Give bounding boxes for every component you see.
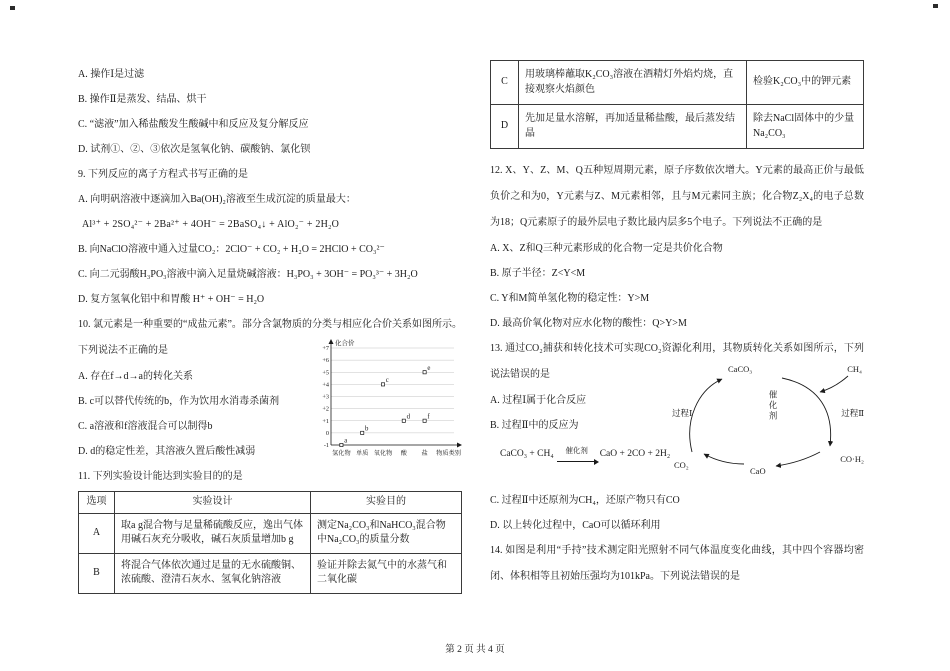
q14-stem: 14. 如图是利用“手持”技术测定阳光照射不同气体温度变化曲线，其中四个容器均密闭、体积相等且初始压强均为101kPa。下列说法错误的是 bbox=[490, 545, 864, 582]
svg-text:c: c bbox=[385, 376, 389, 384]
diagram-label-process1: 过程Ⅰ bbox=[672, 408, 693, 418]
diagram-label-co-h2: CO·H₂ bbox=[840, 454, 864, 464]
svg-text:氧化物: 氧化物 bbox=[373, 450, 393, 457]
q13-option-c: C. 过程Ⅱ中还原剂为CH₄，还原产物只有CO bbox=[490, 495, 680, 506]
row-purpose: 除去NaCl固体中的少量Na₂CO₃ bbox=[747, 105, 864, 149]
row-option-letter: B bbox=[79, 553, 115, 593]
ch4-input-arrow-icon bbox=[820, 376, 848, 392]
diagram-label-catalyst: 催化剂 bbox=[768, 390, 778, 422]
page-footer: 第 2 页 共 4 页 bbox=[445, 645, 505, 655]
q10-option-b: B. c可以替代传统的b，作为饮用水消毒杀菌剂 bbox=[78, 396, 280, 407]
q8-option-d: D. 试剂①、②、③依次是氢氧化钠、碳酸钠、氯化钡 bbox=[78, 144, 311, 155]
table-header-option: 选项 bbox=[79, 492, 115, 514]
q11-stem: 11. 下列实验设计能达到实验目的的是 bbox=[78, 471, 243, 482]
svg-text:酸: 酸 bbox=[400, 450, 407, 457]
q12-option-d: D. 最高价氧化物对应水化物的酸性：Q>Y>M bbox=[490, 318, 687, 329]
reaction-arrow bbox=[557, 446, 597, 462]
q10-option-a: A. 存在f→d→a的转化关系 bbox=[78, 371, 193, 382]
to-cao-arrow-icon bbox=[776, 452, 820, 466]
scan-mark-right bbox=[933, 4, 938, 8]
q9-option-a: A. 向明矾溶液中逐滴加入Ba(OH)₂溶液至生成沉淀的质量最大： bbox=[78, 194, 356, 205]
cao-recycle-arrow-icon bbox=[704, 454, 744, 464]
q10-stem: 10. 氯元素是一种重要的“成盐元素”。部分含氯物质的分类与相应化合价关系如图所示。下列说法不正确的是 bbox=[78, 319, 462, 356]
valence-chart-svg bbox=[314, 337, 462, 462]
svg-text:f: f bbox=[427, 413, 430, 421]
q11-table bbox=[78, 491, 462, 594]
row-purpose: 测定Na₂CO₃和NaHCO₃混合物中Na₂CO₃的质量分数 bbox=[311, 513, 462, 553]
svg-text:+3: +3 bbox=[322, 393, 329, 401]
svg-text:a: a bbox=[344, 437, 348, 445]
valence-chart bbox=[314, 337, 462, 462]
q12-option-c: C. Y和M简单氢化物的稳定性：Y>M bbox=[490, 293, 650, 304]
q9-option-b: B. 向NaClO溶液中通入过量CO₂：2ClO⁻ + CO₂ + H₂O = 2HClO + CO₃²⁻ bbox=[78, 244, 385, 255]
row-design: 先加足量水溶解，再加适量稀盐酸，最后蒸发结晶 bbox=[519, 105, 747, 149]
q8-option-a: A. 操作Ⅰ是过滤 bbox=[78, 69, 145, 80]
diagram-label-co2: CO₂ bbox=[674, 460, 689, 470]
q8-option-b: B. 操作Ⅱ是蒸发、结晶、烘干 bbox=[78, 94, 207, 105]
q9-stem: 9. 下列反应的离子方程式书写正确的是 bbox=[78, 169, 248, 180]
scan-mark-left bbox=[10, 6, 15, 10]
svg-text:e: e bbox=[427, 364, 431, 372]
left-column bbox=[78, 62, 462, 594]
table-header-purpose: 实验目的 bbox=[311, 492, 462, 514]
table-row bbox=[491, 61, 864, 105]
q13-stem: 13. 通过CO₂捕获和转化技术可实现CO₂资源化利用，其物质转化关系如图所示，下列说法错误的是 bbox=[490, 343, 864, 380]
table-row bbox=[79, 553, 462, 593]
row-design: 将混合气体依次通过足量的无水硫酸铜、浓硫酸、澄清石灰水、氢氧化钠溶液 bbox=[115, 553, 311, 593]
svg-text:-1: -1 bbox=[323, 442, 329, 449]
table-row bbox=[79, 513, 462, 553]
diagram-label-cao: CaO bbox=[750, 466, 766, 476]
svg-text:单质: 单质 bbox=[356, 450, 369, 457]
q9-option-c: C. 向二元弱酸H₃PO₃溶液中滴入足量烧碱溶液：H₃PO₃ + 3OH⁻ = PO₃³⁻ + 3H₂O bbox=[78, 269, 418, 280]
process2-arrow-icon bbox=[782, 378, 831, 446]
svg-text:b: b bbox=[365, 425, 369, 433]
equation-left: CaCO₃ + CH₄ bbox=[500, 449, 554, 459]
svg-text:+6: +6 bbox=[322, 357, 329, 365]
q9-option-a-equation: Al³⁺ + 2SO₄²⁻ + 2Ba²⁺ + 4OH⁻ = 2BaSO₄↓ + AlO₂⁻ + 2H₂O bbox=[82, 219, 340, 230]
svg-text:0: 0 bbox=[325, 429, 329, 437]
row-option-letter: A bbox=[79, 513, 115, 553]
q13-block bbox=[490, 336, 864, 478]
diagram-label-process2: 过程Ⅱ bbox=[841, 408, 864, 418]
catalyst-label: 催化剂 bbox=[565, 446, 588, 455]
svg-text:氢化物: 氢化物 bbox=[332, 450, 351, 457]
q10-option-c: C. a溶液和f溶液混合可以制得b bbox=[78, 421, 213, 432]
equation-right: CaO + 2CO + 2H₂ bbox=[599, 449, 671, 459]
table-header-design: 实验设计 bbox=[115, 492, 311, 514]
svg-text:+7: +7 bbox=[322, 345, 329, 352]
table-header-row bbox=[79, 492, 462, 514]
svg-text:d: d bbox=[406, 413, 411, 421]
svg-text:物质类别: 物质类别 bbox=[436, 450, 461, 457]
cycle-diagram bbox=[672, 364, 864, 476]
process1-arrow-icon bbox=[690, 379, 722, 452]
row-purpose: 验证并除去氮气中的水蒸气和二氧化碳 bbox=[311, 553, 462, 593]
q13-option-b: B. 过程Ⅱ中的反应为 bbox=[490, 420, 579, 431]
q10-block bbox=[78, 312, 462, 464]
q10-option-d: D. d的稳定性差，其溶液久置后酸性减弱 bbox=[78, 446, 256, 457]
svg-text:+1: +1 bbox=[322, 417, 329, 425]
diagram-label-caco3: CaCO₃ bbox=[728, 364, 753, 374]
row-option-letter: C bbox=[491, 61, 519, 105]
row-purpose: 检验K₂CO₃中的钾元素 bbox=[747, 61, 864, 105]
q9-option-d: D. 复方氢氧化铝中和胃酸 H⁺ + OH⁻ = H₂O bbox=[78, 294, 265, 305]
svg-text:+5: +5 bbox=[322, 369, 329, 377]
svg-text:盐: 盐 bbox=[421, 450, 428, 457]
row-design: 用玻璃棒蘸取K₂CO₃溶液在酒精灯外焰灼烧，直接观察火焰颜色 bbox=[519, 61, 747, 105]
diagram-label-ch4: CH₄ bbox=[847, 364, 862, 374]
table-row bbox=[491, 105, 864, 149]
svg-text:+2: +2 bbox=[322, 405, 329, 413]
q8-option-c: C. “滤液”加入稀盐酸发生酸碱中和反应及复分解反应 bbox=[78, 119, 309, 130]
q12-option-a: A. X、Z和Q三种元素形成的化合物一定是共价化合物 bbox=[490, 243, 723, 254]
q13-option-d: D. 以上转化过程中，CaO可以循环利用 bbox=[490, 520, 661, 531]
row-design: 取a g混合物与足量稀硫酸反应，逸出气体用碱石灰充分吸收，碱石灰质量增加b g bbox=[115, 513, 311, 553]
svg-text:+4: +4 bbox=[322, 381, 329, 389]
q12-option-b: B. 原子半径：Z<Y<M bbox=[490, 268, 586, 279]
q11-table-continued bbox=[490, 60, 864, 149]
svg-text:化合价: 化合价 bbox=[335, 340, 355, 347]
q12-stem: 12. X、Y、Z、M、Q五种短周期元素，原子序数依次增大。Y元素的最高正价与最低负价之和为0，Y元素与Z、M元素相邻，且与M元素同主族；化合物Z₂X₄的电子总数为18；Q元素原子的最外层电子数比最内层多5个电子。下列说法不正确的是 bbox=[490, 165, 864, 228]
q13-option-a: A. 过程Ⅰ属于化合反应 bbox=[490, 395, 587, 406]
right-column bbox=[490, 58, 864, 590]
row-option-letter: D bbox=[491, 105, 519, 149]
arrow-line-icon bbox=[557, 455, 597, 462]
